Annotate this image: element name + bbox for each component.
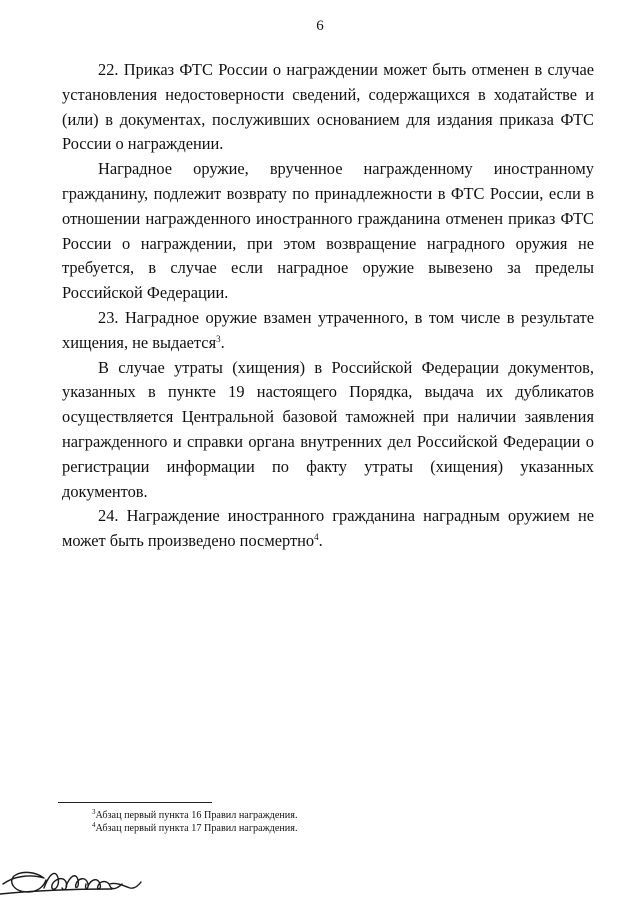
footnote-text: Абзац первый пункта 17 Правил награждения.	[95, 823, 298, 835]
paragraph-22	[62, 58, 594, 157]
footnotes	[92, 809, 592, 836]
document-body	[62, 58, 594, 554]
footnote-separator	[58, 802, 212, 803]
paragraph-text: 22. Приказ ФТС России о награждении может быть отменен в случае установления недостоверности сведений, содержащихся в ходатайстве и (или) в документах, послуживших основанием для издания приказа ФТС России о награждении.	[62, 60, 594, 154]
footnote-mark: 3	[92, 808, 96, 816]
paragraph-text: 23. Наградное оружие взамен утраченного, в том числе в результате хищения, не выдается	[62, 307, 594, 352]
paragraph-24	[62, 504, 594, 554]
paragraph-text: В случае утраты (хищения) в Российской Федерации документов, указанных в пункте 19 настоящего Порядка, выдача их дубликатов осуществляется Центральной базовой таможней при наличии заявления награжденного и справки органа внутренних дел Российской Федерации о регистрации информации по факту утраты (хищения) указанных документов.	[62, 357, 594, 501]
footnote-text: Абзац первый пункта 16 Правил награждения.	[95, 810, 298, 821]
handwritten-signature	[0, 858, 150, 904]
page-number: 6	[316, 18, 324, 34]
paragraph-weapon-return	[62, 157, 594, 306]
paragraph-text: Наградное оружие, врученное награжденному иностранному гражданину, подлежит возврату по принадлежности в ФТС России, если в отношении награжденного иностранного гражданина отменен приказ ФТС России о награждении, при этом возвращение наградного оружия не требуется, в случае если наградное оружие вывезено за пределы Российской Федерации.	[62, 159, 594, 303]
footnote-ref-4: 4	[314, 532, 319, 543]
paragraph-text: 24. Награждение иностранного гражданина наградным оружием не может быть произведено посмертно	[62, 506, 594, 551]
paragraph-23	[62, 306, 594, 356]
footnote-mark: 4	[92, 821, 96, 830]
footnote-4	[92, 822, 592, 835]
paragraph-end-punctuation: .	[220, 332, 225, 352]
paragraph-end-punctuation: .	[318, 531, 323, 551]
paragraph-document-loss	[62, 356, 594, 505]
footnote-ref-3: 3	[216, 333, 221, 344]
footnote-3	[92, 809, 592, 822]
